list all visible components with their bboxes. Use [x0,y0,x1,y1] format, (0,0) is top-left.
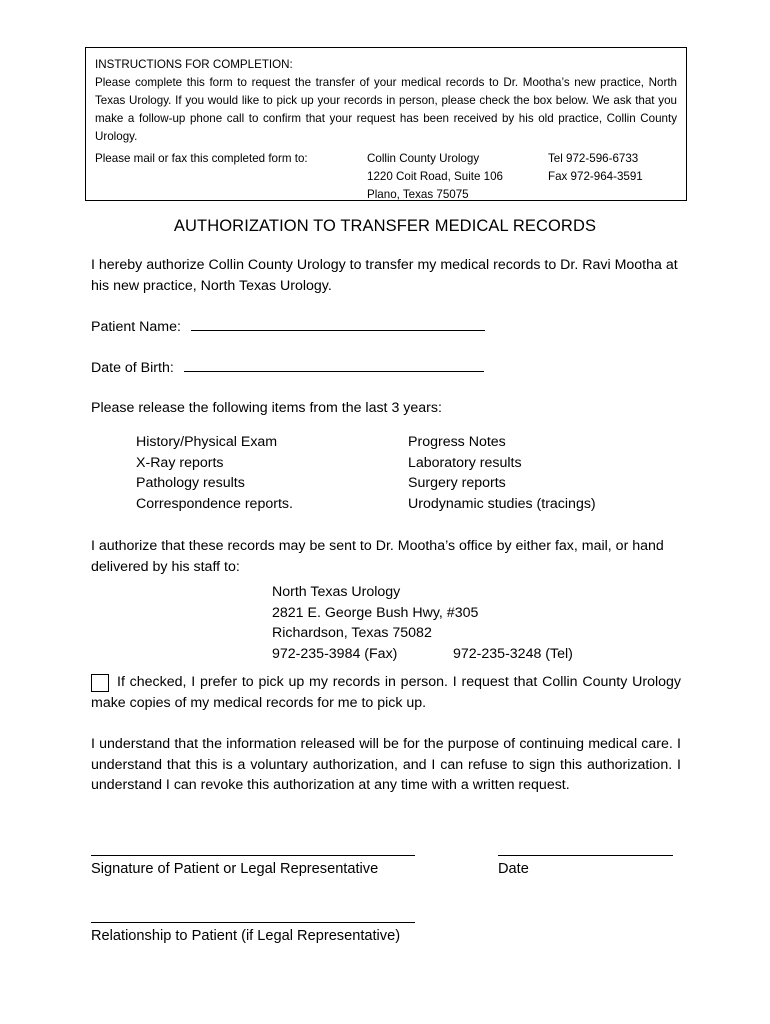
address-line: Plano, Texas 75075 [367,188,469,201]
destination-contact [272,644,573,665]
phone-number: Tel 972-596-6733 [548,152,639,165]
patient-name-label: Patient Name: [91,319,181,335]
items-left-column [136,432,293,514]
destination-name: North Texas Urology [272,584,401,600]
list-item: Laboratory results [408,454,522,471]
signature-line[interactable] [91,855,415,856]
release-text: Please release the following items from the last 3 years: [91,400,442,416]
list-item: History/Physical Exam [136,434,278,450]
send-paragraph: I authorize that these records may be sent to Dr. Mootha’s office by either fax, mail, or hand delivered by his staff to: [91,538,664,575]
signature-label: Signature of Patient or Legal Representative [91,861,379,877]
address-line: Collin County Urology [367,152,480,165]
relationship-line[interactable] [91,922,415,923]
mail-info [95,150,677,204]
address-line: 1220 Coit Road, Suite 106 [367,170,504,183]
destination-fax: 972-235-3984 (Fax) [272,645,398,662]
mail-label [95,150,308,168]
list-item: Surgery reports [408,475,506,491]
destination-city: Richardson, Texas 75082 [272,625,432,641]
destination-street: 2821 E. George Bush Hwy, #305 [272,604,479,621]
form-title: AUTHORIZATION TO TRANSFER MEDICAL RECORDS [173,217,597,235]
list-item: Correspondence reports. [136,495,293,512]
understand-paragraph: I understand that the information released will be for the purpose of continuing medical care. I understand that this is a voluntary authorization, and I can refuse to sign this authorization. I understand I can revoke this authorization at any time with a written request. [91,736,681,793]
authorize-paragraph: I hereby authorize Collin County Urology to transfer my medical records to Dr. Ravi Mootha at his new practice, North Texas Urology. [91,257,678,294]
mail-contact [548,150,643,186]
instructions-body: Please complete this form to request the transfer of your medical records to Dr. Mootha’s new practice, North Texas Urology. If you would like to pick up your records in person, please check the box below. We ask that you make a follow-up phone call to confirm that your request has been received by his old practice, Collin County Urology. [95,76,677,143]
mail-label-text: Please mail or fax this completed form to: [95,152,308,165]
list-item: Progress Notes [408,434,506,450]
dob-field[interactable] [184,357,484,372]
date-label: Date [498,861,529,877]
list-item: Pathology results [136,475,245,491]
items-right-column [408,432,596,514]
date-line[interactable] [498,855,673,856]
instructions-heading: INSTRUCTIONS FOR COMPLETION: [95,58,293,71]
pickup-text: If checked, I prefer to pick up my records in person. I request that Collin County Urology make copies of my medical records for me to pick up. [91,674,681,711]
list-item: X-Ray reports [136,454,224,471]
dob-label: Date of Birth: [91,360,174,376]
dob-row [91,357,681,379]
patient-name-row [91,316,681,338]
patient-name-field[interactable] [191,316,485,331]
fax-number: Fax 972-964-3591 [548,170,643,183]
mail-address [367,150,503,204]
destination-tel: 972-235-3248 (Tel) [453,645,573,662]
list-item: Urodynamic studies (tracings) [408,495,596,512]
instructions-box [85,47,687,201]
destination-address [272,582,573,664]
relationship-label: Relationship to Patient (if Legal Representative) [91,928,401,944]
